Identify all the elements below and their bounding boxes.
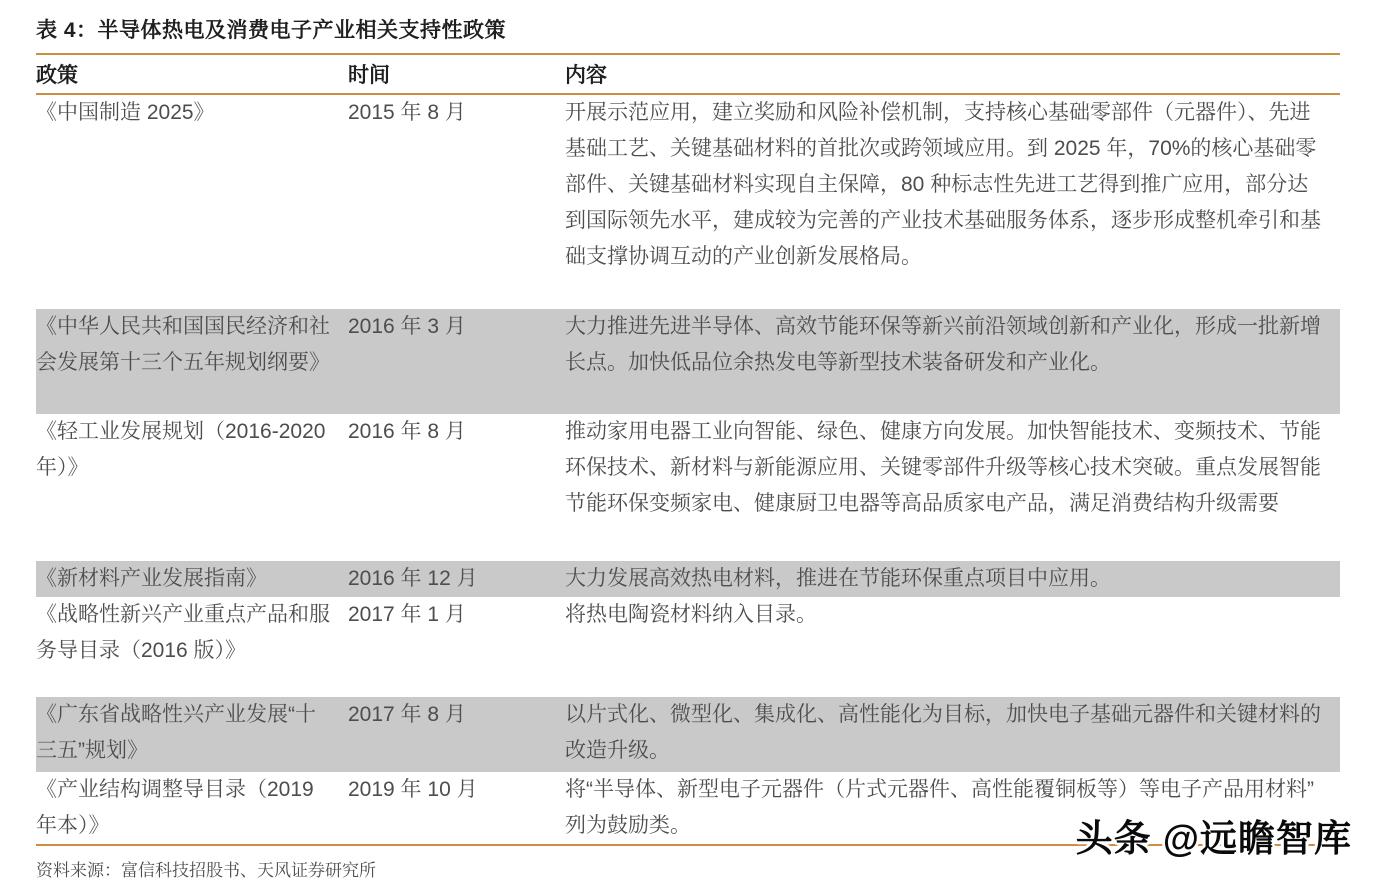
time-cell: 2016 年 12 月 xyxy=(348,567,478,590)
time-cell: 2016 年 8 月 xyxy=(348,420,466,443)
content-cell: 将热电陶瓷材料纳入目录。 xyxy=(565,603,817,626)
source-note: 资料来源：富信科技招股书、天风证券研究所 xyxy=(36,861,376,878)
policy-cell: 《战略性新兴产业重点产品和服务导目录（2016 版）》 xyxy=(36,603,330,662)
table-header xyxy=(36,54,1340,94)
table-row xyxy=(36,309,1340,414)
time-cell: 2016 年 3 月 xyxy=(348,315,466,338)
column-header-time: 时间 xyxy=(348,54,565,94)
time-cell: 2017 年 1 月 xyxy=(348,603,466,626)
content-cell: 开展示范应用，建立奖励和风险补偿机制，支持核心基础零部件（元器件）、先进基础工艺、关键基础材料的首批次或跨领域应用。到 2025 年，70%的核心基础零部件、关键基础材料实现自主保障，80 种标志性先进工艺得到推广应用，部分达到国际领先水平，建成较为完善的产业技术基础服务体系，逐步形成整机牵引和基础支撑协调互动的产业创新发展格局。 xyxy=(565,101,1321,268)
column-header-content: 内容 xyxy=(565,54,1340,94)
time-cell: 2019 年 10 月 xyxy=(348,778,478,801)
content-cell: 大力推进先进半导体、高效节能环保等新兴前沿领域创新和产业化，形成一批新增长点。加快低品位余热发电等新型技术装备研发和产业化。 xyxy=(565,315,1321,374)
table-row xyxy=(36,697,1340,772)
content-cell: 大力发展高效热电材料，推进在节能环保重点项目中应用。 xyxy=(565,567,1111,590)
table-row xyxy=(36,94,1340,309)
policy-cell: 《轻工业发展规划（2016-2020 年）》 xyxy=(36,420,326,479)
policy-cell: 《广东省战略性兴产业发展“十三五”规划》 xyxy=(36,703,316,762)
column-header-policy: 政策 xyxy=(36,54,348,94)
content-cell: 以片式化、微型化、集成化、高性能化为目标，加快电子基础元器件和关键材料的改造升级。 xyxy=(565,703,1321,762)
table-row xyxy=(36,561,1340,597)
table-row xyxy=(36,414,1340,561)
time-cell: 2015 年 8 月 xyxy=(348,101,466,124)
content-cell: 推动家用电器工业向智能、绿色、健康方向发展。加快智能技术、变频技术、节能环保技术、新材料与新能源应用、关键零部件升级等核心技术突破。重点发展智能节能环保变频家电、健康厨卫电器等高品质家电产品，满足消费结构升级需要 xyxy=(565,420,1321,515)
content-cell: 将“半导体、新型电子元器件（片式元器件、高性能覆铜板等）等电子产品用材料”列为鼓励类。 xyxy=(565,778,1314,837)
table-row xyxy=(36,597,1340,697)
policy-cell: 《产业结构调整导目录（2019 年本）》 xyxy=(36,778,314,837)
table-title: 表 4：半导体热电及消费电子产业相关支持性政策 xyxy=(36,19,507,42)
time-cell: 2017 年 8 月 xyxy=(348,703,466,726)
policy-cell: 《中国制造 2025》 xyxy=(36,101,215,124)
policy-cell: 《中华人民共和国国民经济和社会发展第十三个五年规划纲要》 xyxy=(36,315,330,374)
watermark: 头条 @远瞻智库 xyxy=(1075,818,1352,859)
header-row xyxy=(36,54,1340,94)
table-body xyxy=(36,94,1340,845)
policy-table xyxy=(36,53,1340,846)
policy-cell: 《新材料产业发展指南》 xyxy=(36,567,267,590)
